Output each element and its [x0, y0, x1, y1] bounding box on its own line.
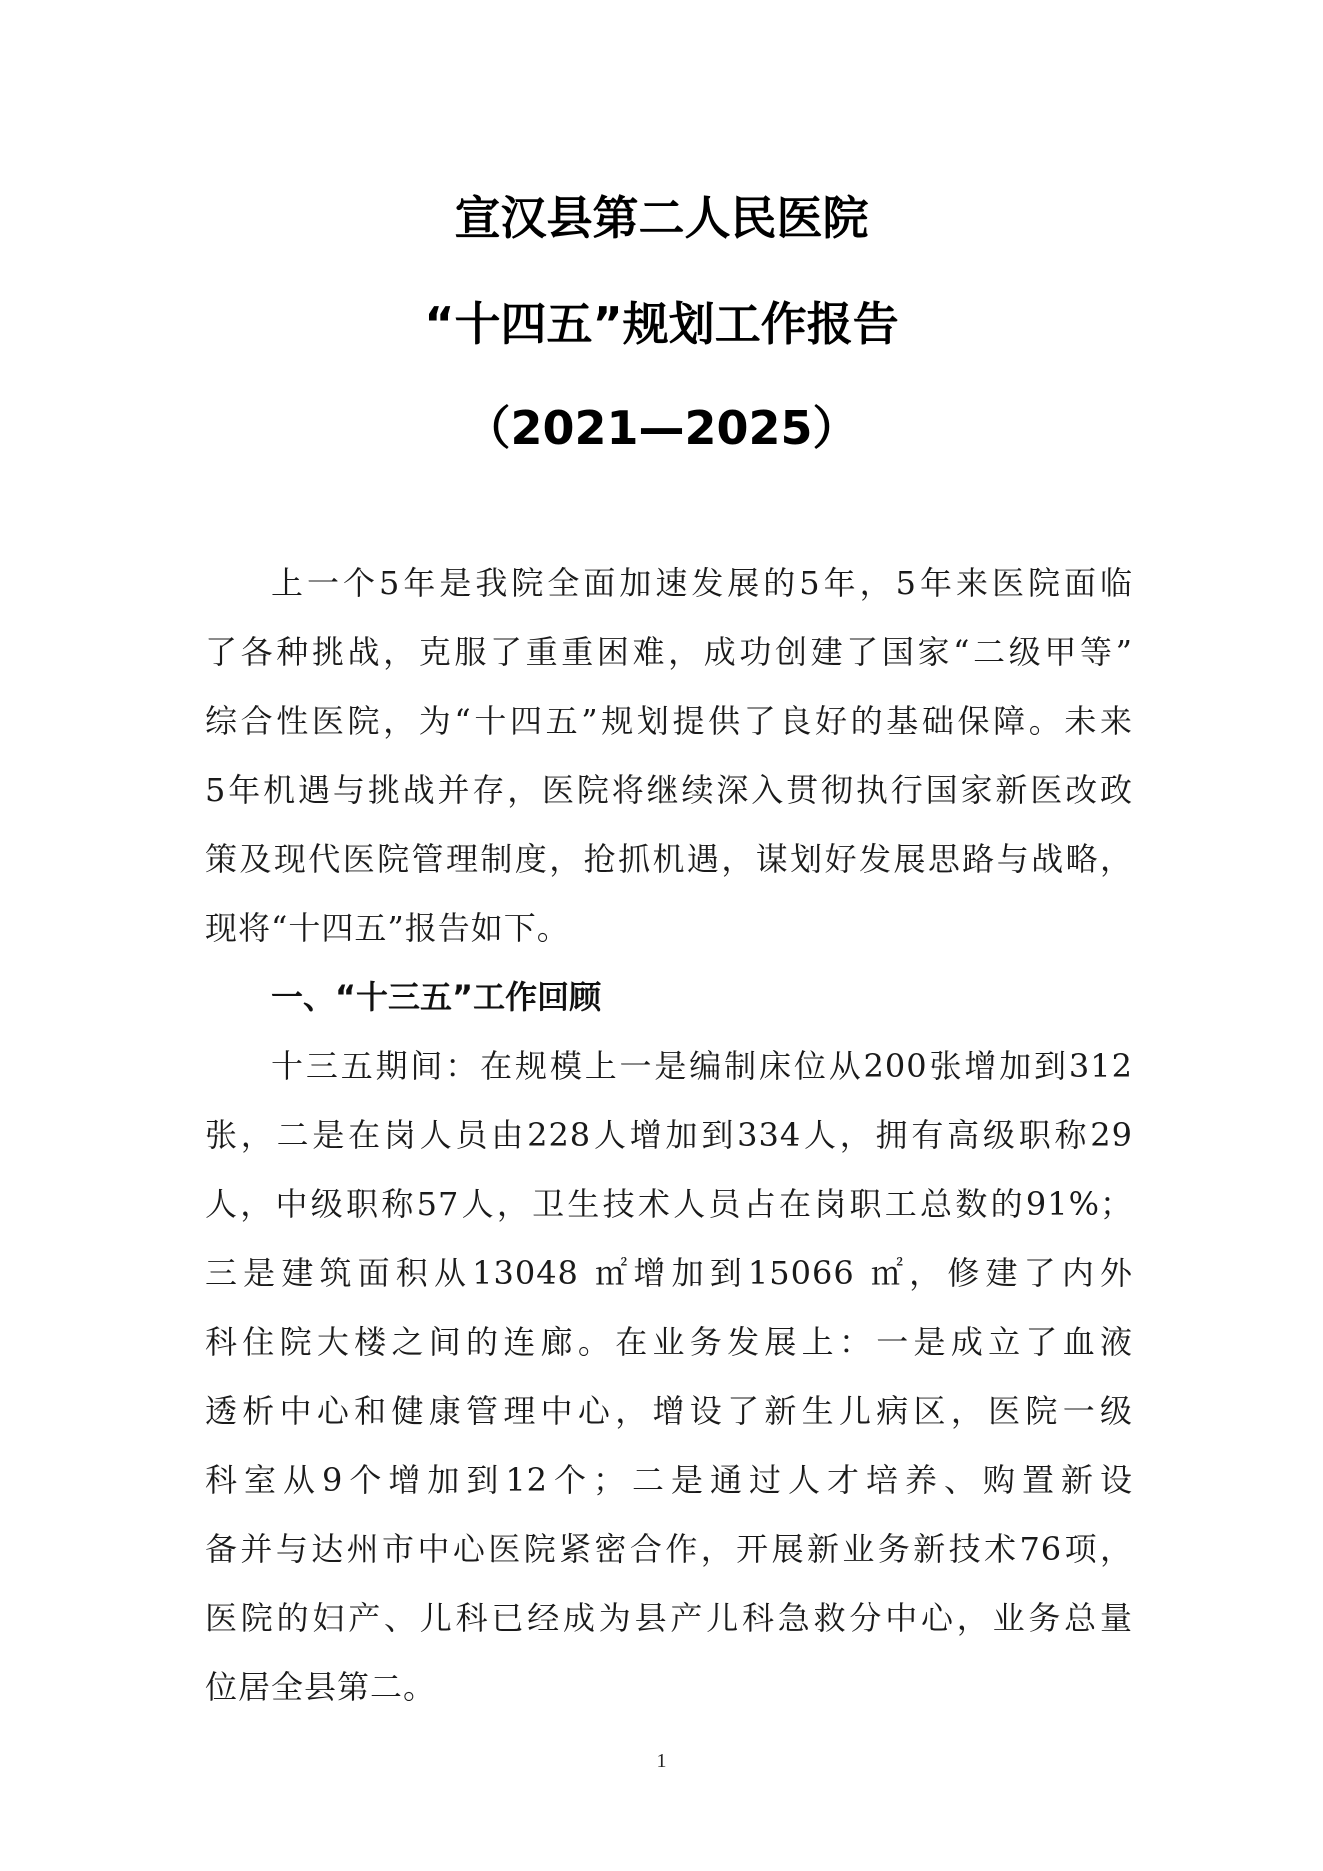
paragraph-line: 人，中级职称57人，卫生技术人员占在岗职工总数的91%；: [205, 1185, 1133, 1223]
paragraph-line: 上一个5年是我院全面加速发展的5年，5年来医院面临: [271, 564, 1133, 602]
paragraph-line: 备并与达州市中心医院紧密合作，开展新业务新技术76项，: [205, 1530, 1133, 1568]
paragraph-line: 科室从9个增加到12个；二是通过人才培养、购置新设: [205, 1461, 1133, 1499]
paragraph-line: 现将“十四五”报告如下。: [205, 909, 570, 947]
document-title-years: （2021—2025）: [464, 401, 859, 455]
paragraph-line: 透析中心和健康管理中心，增设了新生儿病区，医院一级: [205, 1392, 1133, 1430]
paragraph-line: 科住院大楼之间的连廊。在业务发展上：一是成立了血液: [205, 1323, 1133, 1361]
paragraph-line: 综合性医院，为“十四五”规划提供了良好的基础保障。未来: [205, 702, 1133, 740]
paragraph-line: 5年机遇与挑战并存，医院将继续深入贯彻执行国家新医改政: [205, 771, 1133, 809]
paragraph-line: 张，二是在岗人员由228人增加到334人，拥有高级职称29: [205, 1116, 1133, 1154]
paragraph-line: 三是建筑面积从13048 ㎡增加到15066 ㎡，修建了内外: [205, 1254, 1133, 1292]
page-number: 1: [656, 1750, 667, 1772]
paragraph-line: 策及现代医院管理制度，抢抓机遇，谋划好发展思路与战略，: [205, 840, 1133, 878]
paragraph-line: 十三五期间：在规模上一是编制床位从200张增加到312: [271, 1047, 1133, 1085]
paragraph-line: 了各种挑战，克服了重重困难，成功创建了国家“二级甲等”: [205, 633, 1133, 671]
paragraph-line: 位居全县第二。: [205, 1668, 437, 1706]
document-title-hospital: 宣汉县第二人民医院: [454, 191, 869, 245]
paragraph-line: 医院的妇产、儿科已经成为县产儿科急救分中心，业务总量: [205, 1599, 1133, 1637]
document-title-report: “十四五”规划工作报告: [424, 297, 899, 351]
section-heading: 一、“十三五”工作回顾: [271, 978, 602, 1016]
